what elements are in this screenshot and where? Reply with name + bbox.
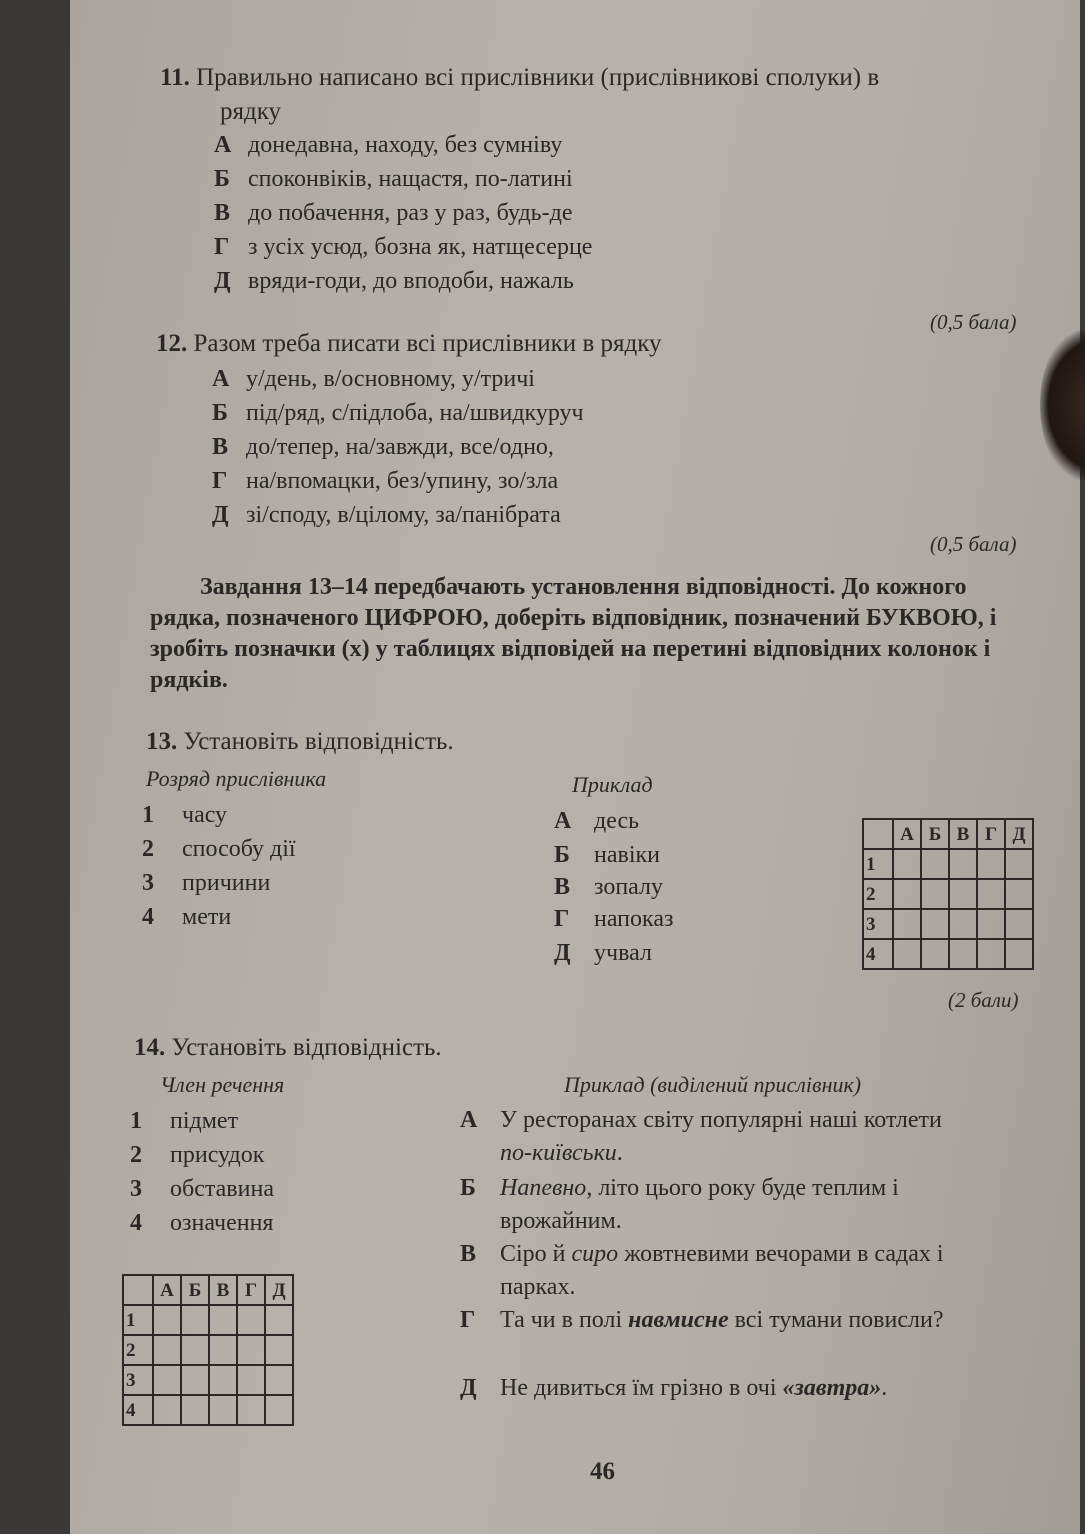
grid-row-header: 3 bbox=[123, 1365, 153, 1395]
grid-cell[interactable] bbox=[949, 909, 977, 939]
grid-cell[interactable] bbox=[265, 1335, 293, 1365]
q13-left-item-2: 2 способу дії bbox=[142, 836, 296, 862]
q14-answer-grid bbox=[122, 1274, 294, 1426]
grid-cell[interactable] bbox=[209, 1305, 237, 1335]
q12-option-e: Д зі/споду, в/цілому, за/панібрата bbox=[212, 502, 561, 528]
grid-cell[interactable] bbox=[181, 1395, 209, 1425]
q11-option-c: В до побачення, раз у раз, будь-де bbox=[214, 200, 573, 226]
grid-cell[interactable] bbox=[893, 909, 921, 939]
grid-row-header: 1 bbox=[123, 1305, 153, 1335]
grid-cell[interactable] bbox=[153, 1335, 181, 1365]
q13-right-header: Приклад bbox=[572, 772, 653, 797]
q11-option-b: Б споконвіків, нащастя, по-латині bbox=[214, 166, 573, 192]
grid-cell[interactable] bbox=[237, 1305, 265, 1335]
grid-cell[interactable] bbox=[949, 849, 977, 879]
q14-example-b: Б Напевно, літо цього року буде теплим і врожайним. bbox=[460, 1175, 899, 1234]
grid-cell[interactable] bbox=[921, 849, 949, 879]
grid-cell[interactable] bbox=[209, 1365, 237, 1395]
q12-text: Разом треба писати всі прислівники в рядку bbox=[193, 330, 662, 357]
q12-number: 12. bbox=[156, 330, 188, 357]
q11-option-d: Г з усіх усюд, бозна як, натщесерце bbox=[214, 234, 593, 260]
grid-cell[interactable] bbox=[237, 1395, 265, 1425]
grid-cell[interactable] bbox=[921, 909, 949, 939]
grid-cell[interactable] bbox=[949, 939, 977, 969]
grid-row-header: 4 bbox=[863, 939, 893, 969]
q12-option-d: Г на/впомацки, без/упину, зо/зла bbox=[212, 468, 559, 494]
q13-right-item-e: Д учвал bbox=[554, 940, 652, 966]
q11-prompt bbox=[160, 64, 879, 92]
q13-right-item-b: Б навіки bbox=[554, 842, 660, 868]
q14-example-a: А У ресторанах світу популярні наші котлети по-київськи. bbox=[460, 1107, 942, 1166]
q13-left-item-1: 1 часу bbox=[142, 802, 228, 828]
q11-option-e: Д вряди-годи, до вподоби, нажаль bbox=[214, 268, 574, 294]
grid-col-header: В bbox=[209, 1275, 237, 1305]
q13-left-item-4: 4 мети bbox=[142, 904, 232, 930]
q14-left-item-4: 4 означення bbox=[130, 1210, 274, 1236]
grid-corner bbox=[123, 1275, 153, 1305]
grid-cell[interactable] bbox=[977, 909, 1005, 939]
q14-left-item-3: 3 обставина bbox=[130, 1176, 274, 1202]
grid-cell[interactable] bbox=[153, 1365, 181, 1395]
q12-points: (0,5 бала) bbox=[930, 532, 1017, 556]
q12-option-c: В до/тепер, на/завжди, все/одно, bbox=[212, 434, 554, 460]
instruction-text: Завдання 13–14 передбачають установлення відповідності. До кожного рядка, позначеного ЦИФРОЮ, доберіть відповідник, позначений БУКВОЮ, і зробіть позначки (х) у таблицях відповідей на перетині відповідних колонок і рядків. bbox=[150, 574, 997, 693]
grid-cell[interactable] bbox=[237, 1335, 265, 1365]
q14-prompt bbox=[134, 1034, 442, 1062]
grid-cell[interactable] bbox=[893, 849, 921, 879]
grid-cell[interactable] bbox=[265, 1365, 293, 1395]
q12-option-a: А у/день, в/основному, у/тричі bbox=[212, 366, 535, 392]
grid-col-header: Б bbox=[181, 1275, 209, 1305]
q13-points: (2 бали) bbox=[948, 988, 1019, 1012]
grid-row-header: 3 bbox=[863, 909, 893, 939]
q13-prompt bbox=[146, 728, 454, 756]
grid-col-header: А bbox=[153, 1275, 181, 1305]
grid-cell[interactable] bbox=[181, 1335, 209, 1365]
grid-row-header: 2 bbox=[863, 879, 893, 909]
q14-left-item-2: 2 присудок bbox=[130, 1142, 265, 1168]
q14-example-c: В Сіро й сиро жовтневими вечорами в садах і парках. bbox=[460, 1241, 944, 1300]
grid-cell[interactable] bbox=[265, 1395, 293, 1425]
q13-left-item-3: 3 причини bbox=[142, 870, 271, 896]
q13-number: 13. bbox=[146, 728, 178, 755]
grid-row-header: 1 bbox=[863, 849, 893, 879]
grid-cell[interactable] bbox=[977, 939, 1005, 969]
grid-col-header: Д bbox=[1005, 819, 1033, 849]
grid-cell[interactable] bbox=[1005, 849, 1033, 879]
q14-text: Установіть відповідність. bbox=[171, 1034, 442, 1061]
grid-row-header: 4 bbox=[123, 1395, 153, 1425]
grid-col-header: Д bbox=[265, 1275, 293, 1305]
grid-cell[interactable] bbox=[209, 1335, 237, 1365]
grid-cell[interactable] bbox=[181, 1365, 209, 1395]
q11-text-line1: Правильно написано всі прислівники (прислівникові сполуки) в bbox=[196, 64, 880, 91]
grid-row-header: 2 bbox=[123, 1335, 153, 1365]
grid-cell[interactable] bbox=[921, 879, 949, 909]
grid-cell[interactable] bbox=[977, 849, 1005, 879]
grid-cell[interactable] bbox=[1005, 909, 1033, 939]
grid-cell[interactable] bbox=[265, 1305, 293, 1335]
grid-cell[interactable] bbox=[181, 1305, 209, 1335]
grid-col-header: В bbox=[949, 819, 977, 849]
q13-text: Установіть відповідність. bbox=[183, 728, 454, 755]
grid-cell[interactable] bbox=[237, 1365, 265, 1395]
q13-right-item-a: А десь bbox=[554, 808, 640, 834]
q12-option-b: Б під/ряд, с/підлоба, на/швидкуруч bbox=[212, 400, 584, 426]
grid-cell[interactable] bbox=[153, 1305, 181, 1335]
grid-col-header: Г bbox=[977, 819, 1005, 849]
grid-col-header: А bbox=[893, 819, 921, 849]
q11-points: (0,5 бала) bbox=[930, 310, 1017, 334]
q11-text-line2: рядку bbox=[220, 98, 282, 125]
q13-answer-grid bbox=[862, 818, 1034, 970]
q12-prompt bbox=[156, 330, 662, 358]
grid-cell[interactable] bbox=[893, 939, 921, 969]
q14-example-d: Г Та чи в полі навмисне всі тумани повисли? bbox=[460, 1307, 944, 1333]
grid-cell[interactable] bbox=[1005, 939, 1033, 969]
q14-number: 14. bbox=[134, 1034, 166, 1061]
grid-cell[interactable] bbox=[921, 939, 949, 969]
grid-cell[interactable] bbox=[893, 879, 921, 909]
q14-right-header: Приклад (виділений прислівник) bbox=[564, 1072, 862, 1097]
grid-cell[interactable] bbox=[209, 1395, 237, 1425]
q13-right-item-d: Г напоказ bbox=[554, 906, 674, 932]
grid-col-header: Б bbox=[921, 819, 949, 849]
q13-left-header: Розряд прислівника bbox=[146, 766, 327, 791]
grid-corner bbox=[863, 819, 893, 849]
grid-cell[interactable] bbox=[977, 879, 1005, 909]
grid-cell[interactable] bbox=[153, 1395, 181, 1425]
grid-cell[interactable] bbox=[949, 879, 977, 909]
grid-cell[interactable] bbox=[1005, 879, 1033, 909]
q11-option-a: А донедавна, находу, без сумніву bbox=[214, 132, 563, 158]
q14-left-item-1: 1 підмет bbox=[130, 1108, 239, 1134]
textbook-page bbox=[70, 0, 1080, 1534]
q14-example-e: Д Не дивиться їм грізно в очі «завтра». bbox=[460, 1375, 888, 1401]
grid-col-header: Г bbox=[237, 1275, 265, 1305]
q13-right-item-c: В зопалу bbox=[554, 874, 664, 900]
q14-left-header: Член речення bbox=[160, 1072, 285, 1097]
q11-number: 11. bbox=[160, 64, 190, 91]
page-number: 46 bbox=[590, 1458, 615, 1485]
